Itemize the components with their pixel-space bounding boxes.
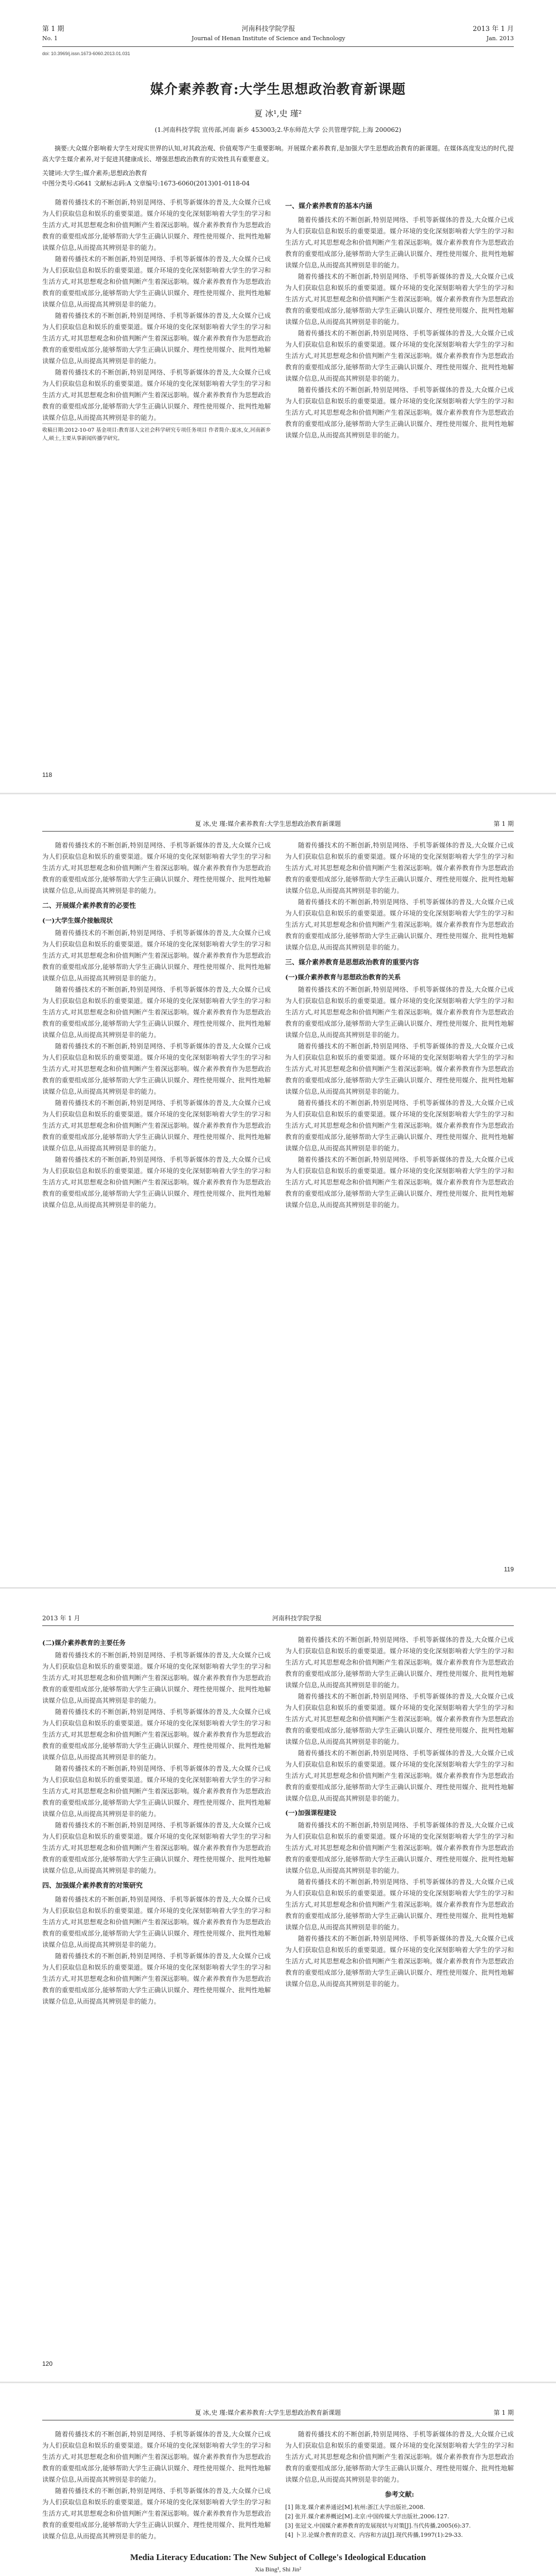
- journal-name: 河南科技学院学报: [272, 1615, 322, 1622]
- journal-name-en: Journal of Henan Institute of Science and Technology: [192, 35, 345, 42]
- subsection-heading: (一)媒介素养教育与思想政治教育的关系: [285, 973, 401, 981]
- issue-number: 第 1 期: [493, 820, 514, 827]
- body-paragraph: 随着传播技术的不断创新,特别是网络、手机等新媒体的普及,大众媒介已成为人们获取信息和娱乐的重要渠道。媒介环境的变化深刻影响着大学生的学习和生活方式,对其思想观念和价值判断产生着深远影响。媒介素养教育作为思想政治教育的重要组成部分,能够帮助大学生正确认识媒介、理性使用媒介、批判性地解读媒介信息,从而提高其辨别是非的能力。: [285, 1749, 514, 1802]
- body-paragraph: 随着传播技术的不断创新,特别是网络、手机等新媒体的普及,大众媒介已成为人们获取信息和娱乐的重要渠道。媒介环境的变化深刻影响着大学生的学习和生活方式,对其思想观念和价值判断产生着深远影响。媒介素养教育作为思想政治教育的重要组成部分,能够帮助大学生正确认识媒介、理性使用媒介、批判性地解读媒介信息,从而提高其辨别是非的能力。: [285, 1692, 514, 1745]
- body-paragraph: 随着传播技术的不断创新,特别是网络、手机等新媒体的普及,大众媒介已成为人们获取信息和娱乐的重要渠道。媒介环境的变化深刻影响着大学生的学习和生活方式,对其思想观念和价值判断产生着深远影响。媒介素养教育作为思想政治教育的重要组成部分,能够帮助大学生正确认识媒介、理性使用媒介、批判性地解读媒介信息,从而提高其辨别是非的能力。: [42, 368, 271, 421]
- references-column: [285, 2429, 514, 2540]
- subsection-heading: (一)加强课程建设: [285, 1809, 337, 1817]
- reference-item: [2] 张开.媒介素养概论[M].北京:中国传媒大学出版社,2006:127.: [285, 2513, 449, 2520]
- issue-date: 2013 年 1 月: [42, 1615, 80, 1622]
- page-3: [0, 1589, 556, 2382]
- running-head: 夏 冰,史 瑾:媒介素养教育:大学生思想政治教育新课题: [195, 820, 341, 827]
- section-heading: 二、开展媒介素养教育的必要性: [42, 902, 136, 910]
- body-paragraph: 随着传播技术的不断创新,特别是网络、手机等新媒体的普及,大众媒介已成为人们获取信息和娱乐的重要渠道。媒介环境的变化深刻影响着大学生的学习和生活方式,对其思想观念和价值判断产生着深远影响。媒介素养教育作为思想政治教育的重要组成部分,能够帮助大学生正确认识媒介、理性使用媒介、批判性地解读媒介信息,从而提高其辨别是非的能力。: [285, 2430, 514, 2483]
- english-title: Media Literacy Education: The New Subject of College's Ideological Education: [130, 2552, 426, 2562]
- body-paragraph: 随着传播技术的不断创新,特别是网络、手机等新媒体的普及,大众媒介已成为人们获取信息和娱乐的重要渠道。媒介环境的变化深刻影响着大学生的学习和生活方式,对其思想观念和价值判断产生着深远影响。媒介素养教育作为思想政治教育的重要组成部分,能够帮助大学生正确认识媒介、理性使用媒介、批判性地解读媒介信息,从而提高其辨别是非的能力。: [42, 841, 271, 894]
- issue-number-en: No. 1: [42, 35, 58, 42]
- running-header: [42, 2408, 514, 2420]
- body-paragraph: 随着传播技术的不断创新,特别是网络、手机等新媒体的普及,大众媒介已成为人们获取信息和娱乐的重要渠道。媒介环境的变化深刻影响着大学生的学习和生活方式,对其思想观念和价值判断产生着深远影响。媒介素养教育作为思想政治教育的重要组成部分,能够帮助大学生正确认识媒介、理性使用媒介、批判性地解读媒介信息,从而提高其辨别是非的能力。: [42, 1708, 271, 1761]
- doi: doi: 10.3969/j.issn.1673-6060.2013.01.031: [42, 51, 130, 56]
- column-left: [42, 840, 271, 1211]
- footnote: 收稿日期:2012-10-07 基金项目:教育部人文社会科学研究专项任务项目 作者简介:夏冰,女,河南新乡人,硕士,主要从事新闻传播学研究。: [42, 423, 271, 443]
- running-header: [42, 1614, 514, 1626]
- issue-number: 第 1 期: [493, 2409, 514, 2416]
- journal-name: 河南科技学院学报: [241, 25, 296, 33]
- classification: 中图分类号:G641 文献标志码:A 文章编号:1673-6060(2013)01-0118-04: [42, 180, 250, 187]
- body-paragraph: 随着传播技术的不断创新,特别是网络、手机等新媒体的普及,大众媒介已成为人们获取信息和娱乐的重要渠道。媒介环境的变化深刻影响着大学生的学习和生活方式,对其思想观念和价值判断产生着深远影响。媒介素养教育作为思想政治教育的重要组成部分,能够帮助大学生正确认识媒介、理性使用媒介、批判性地解读媒介信息,从而提高其辨别是非的能力。: [285, 1935, 514, 1988]
- body-paragraph: 随着传播技术的不断创新,特别是网络、手机等新媒体的普及,大众媒介已成为人们获取信息和娱乐的重要渠道。媒介环境的变化深刻影响着大学生的学习和生活方式,对其思想观念和价值判断产生着深远影响。媒介素养教育作为思想政治教育的重要组成部分,能够帮助大学生正确认识媒介、理性使用媒介、批判性地解读媒介信息,从而提高其辨别是非的能力。: [42, 312, 271, 365]
- body-paragraph: 随着传播技术的不断创新,特别是网络、手机等新媒体的普及,大众媒介已成为人们获取信息和娱乐的重要渠道。媒介环境的变化深刻影响着大学生的学习和生活方式,对其思想观念和价值判断产生着深远影响。媒介素养教育作为思想政治教育的重要组成部分,能够帮助大学生正确认识媒介、理性使用媒介、批判性地解读媒介信息,从而提高其辨别是非的能力。: [285, 273, 514, 326]
- reference-item: [1] 陈龙.媒介素养通论[M].杭州:浙江大学出版社,2008.: [285, 2504, 425, 2511]
- column-left: [42, 2429, 271, 2542]
- body-paragraph: 随着传播技术的不断创新,特别是网络、手机等新媒体的普及,大众媒介已成为人们获取信息和娱乐的重要渠道。媒介环境的变化深刻影响着大学生的学习和生活方式,对其思想观念和价值判断产生着深远影响。媒介素养教育作为思想政治教育的重要组成部分,能够帮助大学生正确认识媒介、理性使用媒介、批判性地解读媒介信息,从而提高其辨别是非的能力。: [285, 216, 514, 269]
- body-paragraph: 随着传播技术的不断创新,特别是网络、手机等新媒体的普及,大众媒介已成为人们获取信息和娱乐的重要渠道。媒介环境的变化深刻影响着大学生的学习和生活方式,对其思想观念和价值判断产生着深远影响。媒介素养教育作为思想政治教育的重要组成部分,能够帮助大学生正确认识媒介、理性使用媒介、批判性地解读媒介信息,从而提高其辨别是非的能力。: [42, 1821, 271, 1874]
- body-paragraph: 随着传播技术的不断创新,特别是网络、手机等新媒体的普及,大众媒介已成为人们获取信息和娱乐的重要渠道。媒介环境的变化深刻影响着大学生的学习和生活方式,对其思想观念和价值判断产生着深远影响。媒介素养教育作为思想政治教育的重要组成部分,能够帮助大学生正确认识媒介、理性使用媒介、批判性地解读媒介信息,从而提高其辨别是非的能力。: [285, 898, 514, 951]
- body-paragraph: 随着传播技术的不断创新,特别是网络、手机等新媒体的普及,大众媒介已成为人们获取信息和娱乐的重要渠道。媒介环境的变化深刻影响着大学生的学习和生活方式,对其思想观念和价值判断产生着深远影响。媒介素养教育作为思想政治教育的重要组成部分,能够帮助大学生正确认识媒介、理性使用媒介、批判性地解读媒介信息,从而提高其辨别是非的能力。: [285, 1042, 514, 1095]
- column-right: [285, 197, 514, 441]
- affiliations: (1.河南科技学院 宣传部,河南 新乡 453003;2.华东师范大学 公共管理学院,上海 200062): [154, 126, 402, 133]
- page-2: [0, 794, 556, 1588]
- body-paragraph: 随着传播技术的不断创新,特别是网络、手机等新媒体的普及,大众媒介已成为人们获取信息和娱乐的重要渠道。媒介环境的变化深刻影响着大学生的学习和生活方式,对其思想观念和价值判断产生着深远影响。媒介素养教育作为思想政治教育的重要组成部分,能够帮助大学生正确认识媒介、理性使用媒介、批判性地解读媒介信息,从而提高其辨别是非的能力。: [285, 386, 514, 439]
- article-title: 媒介素养教育:大学生思想政治教育新课题: [150, 82, 406, 97]
- body-paragraph: 随着传播技术的不断创新,特别是网络、手机等新媒体的普及,大众媒介已成为人们获取信息和娱乐的重要渠道。媒介环境的变化深刻影响着大学生的学习和生活方式,对其思想观念和价值判断产生着深远影响。媒介素养教育作为思想政治教育的重要组成部分,能够帮助大学生正确认识媒介、理性使用媒介、批判性地解读媒介信息,从而提高其辨别是非的能力。: [285, 1821, 514, 1874]
- page-number: 118: [42, 771, 53, 778]
- page-number: 119: [503, 1566, 514, 1573]
- body-paragraph: 随着传播技术的不断创新,特别是网络、手机等新媒体的普及,大众媒介已成为人们获取信息和娱乐的重要渠道。媒介环境的变化深刻影响着大学生的学习和生活方式,对其思想观念和价值判断产生着深远影响。媒介素养教育作为思想政治教育的重要组成部分,能够帮助大学生正确认识媒介、理性使用媒介、批判性地解读媒介信息,从而提高其辨别是非的能力。: [285, 1156, 514, 1209]
- body-paragraph: 随着传播技术的不断创新,特别是网络、手机等新媒体的普及,大众媒介已成为人们获取信息和娱乐的重要渠道。媒介环境的变化深刻影响着大学生的学习和生活方式,对其思想观念和价值判断产生着深远影响。媒介素养教育作为思想政治教育的重要组成部分,能够帮助大学生正确认识媒介、理性使用媒介、批判性地解读媒介信息,从而提高其辨别是非的能力。: [285, 329, 514, 382]
- column-left: [42, 1634, 271, 2007]
- body-paragraph: 随着传播技术的不断创新,特别是网络、手机等新媒体的普及,大众媒介已成为人们获取信息和娱乐的重要渠道。媒介环境的变化深刻影响着大学生的学习和生活方式,对其思想观念和价值判断产生着深远影响。媒介素养教育作为思想政治教育的重要组成部分,能够帮助大学生正确认识媒介、理性使用媒介、批判性地解读媒介信息,从而提高其辨别是非的能力。: [42, 929, 271, 982]
- body-paragraph: 随着传播技术的不断创新,特别是网络、手机等新媒体的普及,大众媒介已成为人们获取信息和娱乐的重要渠道。媒介环境的变化深刻影响着大学生的学习和生活方式,对其思想观念和价值判断产生着深远影响。媒介素养教育作为思想政治教育的重要组成部分,能够帮助大学生正确认识媒介、理性使用媒介、批判性地解读媒介信息,从而提高其辨别是非的能力。: [42, 2487, 271, 2540]
- running-head: 夏 冰,史 瑾:媒介素养教育:大学生思想政治教育新课题: [195, 2409, 341, 2416]
- english-authors: Xia Bing¹, Shi Jin²: [255, 2566, 301, 2573]
- journal-header: [42, 25, 514, 47]
- authors: 夏 冰¹,史 瑾²: [254, 109, 302, 118]
- body-paragraph: 随着传播技术的不断创新,特别是网络、手机等新媒体的普及,大众媒介已成为人们获取信息和娱乐的重要渠道。媒介环境的变化深刻影响着大学生的学习和生活方式,对其思想观念和价值判断产生着深远影响。媒介素养教育作为思想政治教育的重要组成部分,能够帮助大学生正确认识媒介、理性使用媒介、批判性地解读媒介信息,从而提高其辨别是非的能力。: [42, 255, 271, 308]
- body-paragraph: 随着传播技术的不断创新,特别是网络、手机等新媒体的普及,大众媒介已成为人们获取信息和娱乐的重要渠道。媒介环境的变化深刻影响着大学生的学习和生活方式,对其思想观念和价值判断产生着深远影响。媒介素养教育作为思想政治教育的重要组成部分,能够帮助大学生正确认识媒介、理性使用媒介、批判性地解读媒介信息,从而提高其辨别是非的能力。: [285, 841, 514, 894]
- body-paragraph: 随着传播技术的不断创新,特别是网络、手机等新媒体的普及,大众媒介已成为人们获取信息和娱乐的重要渠道。媒介环境的变化深刻影响着大学生的学习和生活方式,对其思想观念和价值判断产生着深远影响。媒介素养教育作为思想政治教育的重要组成部分,能够帮助大学生正确认识媒介、理性使用媒介、批判性地解读媒介信息,从而提高其辨别是非的能力。: [285, 986, 514, 1039]
- body-paragraph: 随着传播技术的不断创新,特别是网络、手机等新媒体的普及,大众媒介已成为人们获取信息和娱乐的重要渠道。媒介环境的变化深刻影响着大学生的学习和生活方式,对其思想观念和价值判断产生着深远影响。媒介素养教育作为思想政治教育的重要组成部分,能够帮助大学生正确认识媒介、理性使用媒介、批判性地解读媒介信息,从而提高其辨别是非的能力。: [285, 1099, 514, 1152]
- issue-date: 2013 年 1 月: [473, 25, 514, 33]
- section-heading: 四、加强媒介素养教育的对策研究: [42, 1882, 143, 1890]
- subsection-heading: (二)媒介素养教育的主要任务: [42, 1639, 126, 1647]
- body-paragraph: 随着传播技术的不断创新,特别是网络、手机等新媒体的普及,大众媒介已成为人们获取信息和娱乐的重要渠道。媒介环境的变化深刻影响着大学生的学习和生活方式,对其思想观念和价值判断产生着深远影响。媒介素养教育作为思想政治教育的重要组成部分,能够帮助大学生正确认识媒介、理性使用媒介、批判性地解读媒介信息,从而提高其辨别是非的能力。: [42, 1099, 271, 1152]
- section-heading: 三、媒介素养教育是思想政治教育的重要内容: [285, 959, 420, 967]
- issue-date-en: Jan. 2013: [486, 35, 514, 42]
- body-paragraph: 随着传播技术的不断创新,特别是网络、手机等新媒体的普及,大众媒介已成为人们获取信息和娱乐的重要渠道。媒介环境的变化深刻影响着大学生的学习和生活方式,对其思想观念和价值判断产生着深远影响。媒介素养教育作为思想政治教育的重要组成部分,能够帮助大学生正确认识媒介、理性使用媒介、批判性地解读媒介信息,从而提高其辨别是非的能力。: [285, 1636, 514, 1689]
- body-paragraph: 随着传播技术的不断创新,特别是网络、手机等新媒体的普及,大众媒介已成为人们获取信息和娱乐的重要渠道。媒介环境的变化深刻影响着大学生的学习和生活方式,对其思想观念和价值判断产生着深远影响。媒介素养教育作为思想政治教育的重要组成部分,能够帮助大学生正确认识媒介、理性使用媒介、批判性地解读媒介信息,从而提高其辨别是非的能力。: [42, 986, 271, 1039]
- section-heading: 一、媒介素养教育的基本内涵: [285, 202, 373, 210]
- page-1: [0, 0, 556, 793]
- references-heading: 参考文献:: [385, 2491, 414, 2499]
- body-paragraph: 随着传播技术的不断创新,特别是网络、手机等新媒体的普及,大众媒介已成为人们获取信息和娱乐的重要渠道。媒介环境的变化深刻影响着大学生的学习和生活方式,对其思想观念和价值判断产生着深远影响。媒介素养教育作为思想政治教育的重要组成部分,能够帮助大学生正确认识媒介、理性使用媒介、批判性地解读媒介信息,从而提高其辨别是非的能力。: [42, 1156, 271, 1209]
- column-left: [42, 197, 271, 443]
- body-paragraph: 随着传播技术的不断创新,特别是网络、手机等新媒体的普及,大众媒介已成为人们获取信息和娱乐的重要渠道。媒介环境的变化深刻影响着大学生的学习和生活方式,对其思想观念和价值判断产生着深远影响。媒介素养教育作为思想政治教育的重要组成部分,能够帮助大学生正确认识媒介、理性使用媒介、批判性地解读媒介信息,从而提高其辨别是非的能力。: [42, 2430, 271, 2483]
- keywords: 关键词:大学生;媒介素养;思想政治教育: [42, 170, 148, 177]
- body-paragraph: 随着传播技术的不断创新,特别是网络、手机等新媒体的普及,大众媒介已成为人们获取信息和娱乐的重要渠道。媒介环境的变化深刻影响着大学生的学习和生活方式,对其思想观念和价值判断产生着深远影响。媒介素养教育作为思想政治教育的重要组成部分,能够帮助大学生正确认识媒介、理性使用媒介、批判性地解读媒介信息,从而提高其辨别是非的能力。: [42, 1895, 271, 1948]
- body-paragraph: 随着传播技术的不断创新,特别是网络、手机等新媒体的普及,大众媒介已成为人们获取信息和娱乐的重要渠道。媒介环境的变化深刻影响着大学生的学习和生活方式,对其思想观念和价值判断产生着深远影响。媒介素养教育作为思想政治教育的重要组成部分,能够帮助大学生正确认识媒介、理性使用媒介、批判性地解读媒介信息,从而提高其辨别是非的能力。: [42, 198, 271, 251]
- page-number: 120: [42, 2360, 53, 2367]
- column-right: [285, 1634, 514, 1990]
- body-paragraph: 随着传播技术的不断创新,特别是网络、手机等新媒体的普及,大众媒介已成为人们获取信息和娱乐的重要渠道。媒介环境的变化深刻影响着大学生的学习和生活方式,对其思想观念和价值判断产生着深远影响。媒介素养教育作为思想政治教育的重要组成部分,能够帮助大学生正确认识媒介、理性使用媒介、批判性地解读媒介信息,从而提高其辨别是非的能力。: [42, 1651, 271, 1704]
- body-paragraph: 随着传播技术的不断创新,特别是网络、手机等新媒体的普及,大众媒介已成为人们获取信息和娱乐的重要渠道。媒介环境的变化深刻影响着大学生的学习和生活方式,对其思想观念和价值判断产生着深远影响。媒介素养教育作为思想政治教育的重要组成部分,能够帮助大学生正确认识媒介、理性使用媒介、批判性地解读媒介信息,从而提高其辨别是非的能力。: [285, 1878, 514, 1931]
- abstract: 摘要:大众媒介影响着大学生对现实世界的认知,对其政治观、价值观等产生重要影响。开展媒介素养教育,是加强大学生思想政治教育的新课题。在媒体高度发达的时代,提高大学生媒介素养,对于促进其健康成长、增强思想政治教育的实效性具有重要意义。: [42, 145, 514, 163]
- page-4: [0, 2383, 556, 2576]
- subsection-heading: (一)大学生媒介接触现状: [42, 917, 113, 924]
- reference-item: [4] 卜卫.论媒介教育的意义、内容和方法[J].现代传播,1997(1):29-33.: [285, 2532, 463, 2538]
- running-header: [42, 819, 514, 832]
- issue-number: 第 1 期: [42, 25, 64, 33]
- column-right: [285, 840, 514, 1211]
- body-paragraph: 随着传播技术的不断创新,特别是网络、手机等新媒体的普及,大众媒介已成为人们获取信息和娱乐的重要渠道。媒介环境的变化深刻影响着大学生的学习和生活方式,对其思想观念和价值判断产生着深远影响。媒介素养教育作为思想政治教育的重要组成部分,能够帮助大学生正确认识媒介、理性使用媒介、批判性地解读媒介信息,从而提高其辨别是非的能力。: [42, 1765, 271, 1818]
- body-paragraph: 随着传播技术的不断创新,特别是网络、手机等新媒体的普及,大众媒介已成为人们获取信息和娱乐的重要渠道。媒介环境的变化深刻影响着大学生的学习和生活方式,对其思想观念和价值判断产生着深远影响。媒介素养教育作为思想政治教育的重要组成部分,能够帮助大学生正确认识媒介、理性使用媒介、批判性地解读媒介信息,从而提高其辨别是非的能力。: [42, 1042, 271, 1095]
- reference-item: [3] 张冠文.中国媒介素养教育的发展现状与对策[J].当代传播,2005(6):37.: [285, 2522, 471, 2529]
- body-paragraph: 随着传播技术的不断创新,特别是网络、手机等新媒体的普及,大众媒介已成为人们获取信息和娱乐的重要渠道。媒介环境的变化深刻影响着大学生的学习和生活方式,对其思想观念和价值判断产生着深远影响。媒介素养教育作为思想政治教育的重要组成部分,能够帮助大学生正确认识媒介、理性使用媒介、批判性地解读媒介信息,从而提高其辨别是非的能力。: [42, 1952, 271, 2005]
